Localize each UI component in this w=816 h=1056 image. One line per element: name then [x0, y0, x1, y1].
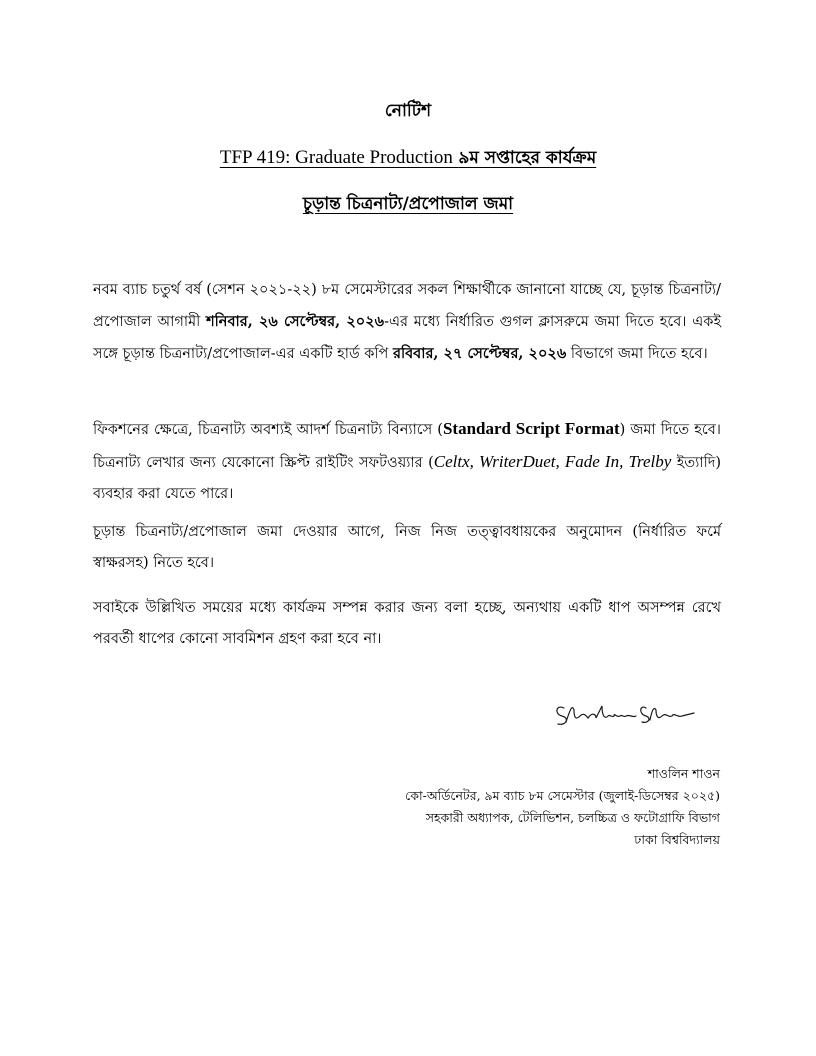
- paragraph-approval: চূড়ান্ত চিত্রনাট্য/প্রপোজাল জমা দেওয়ার আগে, নিজ নিজ তত্ত্বাবধায়কের অনুমোদন (নির্ধারিত ফর্মে স্বাক্ষরসহ) নিতে হবে।: [93, 524, 721, 571]
- notice-heading: নোটিশ: [384, 101, 432, 121]
- p2-text-e: ইত্যাদি) ব্যবহার করা যেতে পারে।: [93, 455, 721, 502]
- p1-date-hardcopy: রবিবার, ২৭ সেপ্টেম্বর, ২০২৬: [392, 345, 567, 362]
- p1-text-c: -এর মধ্যে নির্ধারিত গুগল ক্লাসরুমে জমা দিতে হবে। একই সঙ্গে চূড়ান্ত চিত্রনাট্য/প্রপোজাল-এর একটি হার্ড কপি: [93, 314, 721, 362]
- course-title: [0, 145, 816, 173]
- p2-text-c: ) জমা দিতে হবে। চিত্রনাট্য লেখার জন্য যেকোনো স্ক্রিপ্ট রাইটিং সফটওয়্যার (: [93, 422, 721, 471]
- p2-text-a: ফিকশনের ক্ষেত্রে, চিত্রনাট্য অবশ্যই আদর্শ চিত্রনাট্য বিন্যাসে (: [93, 422, 443, 438]
- course-code: TFP 419: Graduate Production: [219, 147, 453, 168]
- subject-text: চূড়ান্ত চিত্রনাট্য/প্রপোজাল জমা: [302, 194, 514, 214]
- signatory-university: ঢাকা বিশ্ববিদ্যালয়: [634, 832, 720, 847]
- p1-date-online: শনিবার, ২৬ সেপ্টেম্বর, ২০২৬: [206, 313, 385, 330]
- paragraph-deadline: [93, 275, 721, 370]
- signatory-position: সহকারী অধ্যাপক, টেলিভিশন, চলচ্চিত্র ও ফটোগ্রাফি বিভাগ: [425, 810, 720, 825]
- p2-format-name: Standard Script Format: [442, 419, 620, 438]
- signatory-role: কো-অর্ডিনেটর, ৯ম ব্যাচ ৮ম সেমেস্টার (জুলাই-ডিসেম্বর ২০২৫): [405, 788, 720, 803]
- paragraph-warning: সবাইকে উল্লিখিত সময়ের মধ্যে কার্যক্রম সম্পন্ন করার জন্য বলা হচ্ছে, অন্যথায় একটি ধাপ অসম্পন্ন রেখে পরবর্তী ধাপের কোনো সাবমিশন গ্রহণ করা হবে না।: [93, 600, 721, 647]
- p2-software-list: Celtx, WriterDuet, Fade In, Trelby: [433, 452, 672, 471]
- course-week: ৯ম সপ্তাহের কার্যক্রম: [458, 148, 597, 168]
- p1-text-a: নবম ব্যাচ চতুর্থ বর্ষ (সেশন ২০২১-২২) ৮ম সেমেস্টারের সকল শিক্ষার্থীকে জানানো যাচ্ছে যে, চূড়ান্ত চিত্রনাট্য/প্রপোজাল আগামী: [93, 282, 721, 330]
- signatory-block: [320, 763, 720, 851]
- p1-text-e: বিভাগে জমা দিতে হবে।: [566, 346, 708, 362]
- handwritten-signature: [552, 696, 697, 732]
- paragraph-format: [93, 413, 721, 510]
- notice-subject: [0, 191, 816, 219]
- signatory-name: শাওলিন শাওন: [647, 766, 720, 781]
